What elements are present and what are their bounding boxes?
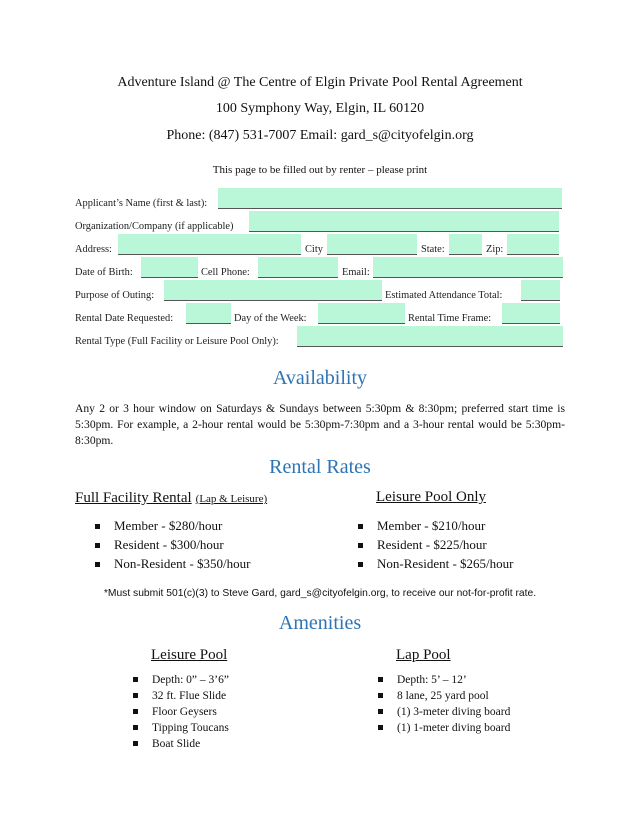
bullet-icon <box>95 543 100 548</box>
city-label: City <box>305 244 323 255</box>
state-field[interactable] <box>449 234 482 254</box>
time-frame-field[interactable] <box>502 303 560 323</box>
rental-rates-heading: Rental Rates <box>269 456 371 478</box>
facility-address: 100 Symphony Way, Elgin, IL 60120 <box>215 101 425 116</box>
full-facility-subtitle: (Lap & Leisure) <box>195 493 268 505</box>
address-label: Address: <box>75 244 112 255</box>
list-item: (1) 3-meter diving board <box>378 706 510 718</box>
bullet-icon <box>133 709 138 714</box>
name-label: Applicant’s Name (first & last): <box>75 198 208 209</box>
email-field[interactable] <box>373 257 563 277</box>
attendance-field[interactable] <box>521 280 560 300</box>
list-item: Resident - $300/hour <box>95 537 224 553</box>
city-underline <box>327 254 417 255</box>
rental-type-underline <box>297 346 563 347</box>
leisure-pool-title: Leisure Pool <box>151 647 228 663</box>
contact-info: Phone: (847) 531-7007 Email: gard_s@cityofelgin.org <box>166 128 474 143</box>
leisure-only-title: Leisure Pool Only <box>376 489 486 505</box>
time-frame-label: Rental Time Frame: <box>408 313 492 324</box>
email-underline <box>373 277 563 278</box>
organization-label: Organization/Company (if applicable) <box>75 221 234 232</box>
city-field[interactable] <box>327 234 417 254</box>
list-item: Boat Slide <box>133 738 200 750</box>
rental-type-label: Rental Type (Full Facility or Leisure Pool Only): <box>75 336 279 347</box>
bullet-icon <box>133 677 138 682</box>
state-label: State: <box>421 244 445 255</box>
purpose-underline <box>164 300 382 301</box>
time-frame-underline <box>502 323 560 324</box>
list-item: Depth: 0” – 3’6” <box>133 674 229 686</box>
list-item: Tipping Toucans <box>133 722 229 734</box>
list-item: Member - $210/hour <box>358 518 485 534</box>
address-field[interactable] <box>118 234 301 254</box>
bullet-icon <box>378 725 383 730</box>
cell-phone-underline <box>258 277 338 278</box>
attendance-underline <box>521 300 560 301</box>
address-underline <box>118 254 301 255</box>
name-underline <box>218 208 562 209</box>
purpose-field[interactable] <box>164 280 382 300</box>
name-field[interactable] <box>218 188 562 208</box>
dob-underline <box>141 277 198 278</box>
full-facility-title <box>75 489 267 507</box>
purpose-label: Purpose of Outing: <box>75 290 155 301</box>
rental-type-field[interactable] <box>297 326 563 346</box>
bullet-icon <box>378 677 383 682</box>
list-item: 8 lane, 25 yard pool <box>378 690 489 702</box>
zip-underline <box>507 254 559 255</box>
bullet-icon <box>358 543 363 548</box>
dob-field[interactable] <box>141 257 198 277</box>
bullet-icon <box>378 693 383 698</box>
dob-label: Date of Birth: <box>75 267 133 278</box>
list-item: (1) 1-meter diving board <box>378 722 510 734</box>
rental-date-field[interactable] <box>186 303 231 323</box>
zip-label: Zip: <box>486 244 504 255</box>
organization-field[interactable] <box>249 211 559 231</box>
document-title: Adventure Island @ The Centre of Elgin Private Pool Rental Agreement <box>117 75 523 90</box>
email-label: Email: <box>342 267 370 278</box>
bullet-icon <box>358 524 363 529</box>
list-item: 32 ft. Flue Slide <box>133 690 226 702</box>
list-item: Non-Resident - $265/hour <box>358 556 513 572</box>
availability-text: Any 2 or 3 hour window on Saturdays & Sundays between 5:30pm & 8:30pm; preferred start time is 5:30pm. For example, a 2-hour rental would be 5:30pm-7:30pm and a 3-hour rental would be 5:30pm-8:30pm. <box>75 402 565 447</box>
bullet-icon <box>95 562 100 567</box>
bullet-icon <box>378 709 383 714</box>
organization-underline <box>249 231 559 232</box>
list-item: Non-Resident - $350/hour <box>95 556 250 572</box>
bullet-icon <box>133 693 138 698</box>
amenities-heading: Amenities <box>278 612 362 634</box>
state-underline <box>449 254 482 255</box>
list-item: Member - $280/hour <box>95 518 222 534</box>
availability-heading: Availability <box>272 367 368 389</box>
full-facility-title-text: Full Facility Rental <box>75 490 192 506</box>
fill-instruction: This page to be filled out by renter – please print <box>212 164 428 176</box>
day-of-week-field[interactable] <box>318 303 405 323</box>
list-item: Depth: 5’ – 12’ <box>378 674 467 686</box>
day-of-week-label: Day of the Week: <box>234 313 307 324</box>
non-profit-note: *Must submit 501(c)(3) to Steve Gard, gard_s@cityofelgin.org, to receive our not-for-profit rate. <box>103 588 537 599</box>
rental-date-underline <box>186 323 231 324</box>
rental-date-label: Rental Date Requested: <box>75 313 174 324</box>
zip-field[interactable] <box>507 234 559 254</box>
day-of-week-underline <box>318 323 405 324</box>
bullet-icon <box>358 562 363 567</box>
list-item: Floor Geysers <box>133 706 217 718</box>
list-item: Resident - $225/hour <box>358 537 487 553</box>
bullet-icon <box>95 524 100 529</box>
cell-phone-label: Cell Phone: <box>201 267 250 278</box>
bullet-icon <box>133 725 138 730</box>
bullet-icon <box>133 741 138 746</box>
cell-phone-field[interactable] <box>258 257 338 277</box>
attendance-label: Estimated Attendance Total: <box>385 290 503 301</box>
lap-pool-title: Lap Pool <box>396 647 451 663</box>
